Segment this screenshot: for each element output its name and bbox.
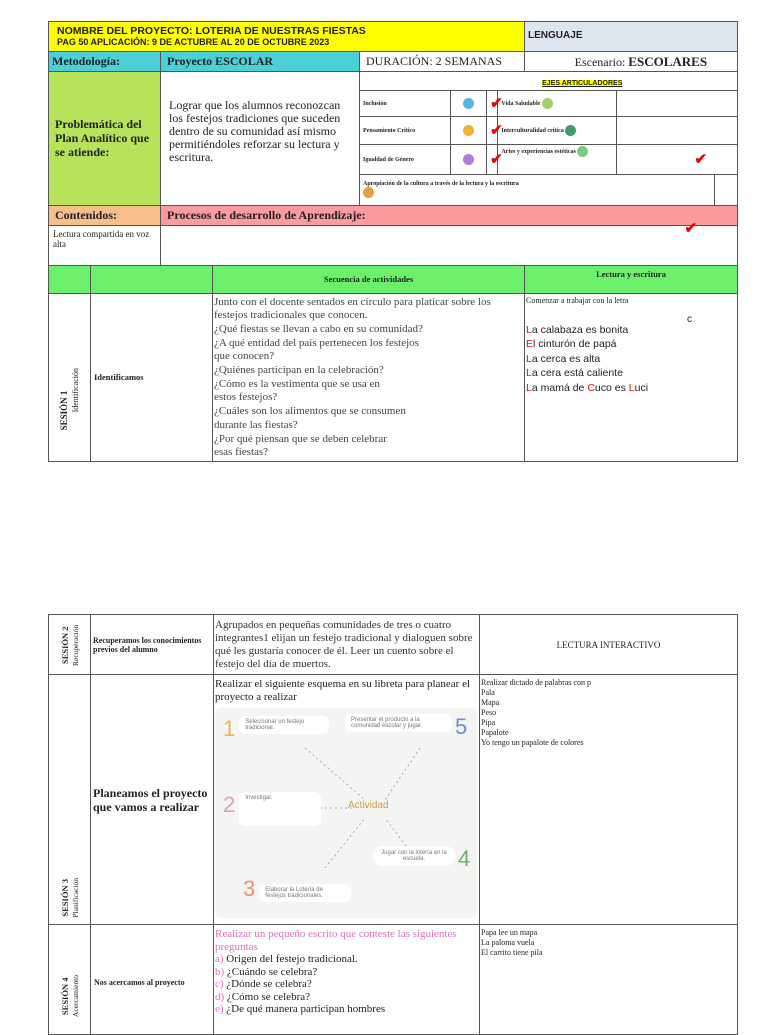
session3-lectura (480, 675, 738, 925)
project-title: NOMBRE DEL PROYECTO: LOTERIA DE NUESTRAS FIESTAS (57, 24, 366, 37)
step-text: Investigar. (239, 792, 321, 826)
check-interculturalidad (616, 117, 737, 145)
session3-activity-cell (214, 675, 480, 925)
activity-line: ¿Cómo es la vestimenta que se usa en estos festejos? (214, 377, 380, 404)
ejes-title: EJES ARTICULADORES (542, 80, 623, 87)
inclusion-icon (463, 98, 474, 109)
eje-igualdad-genero: Igualdad de Género (360, 145, 450, 175)
step-number: 3 (243, 876, 256, 901)
session4-sub: Acercamiento (70, 975, 80, 1018)
step-1 (223, 716, 338, 754)
practice-line: La cera está caliente (526, 367, 623, 379)
session1-activities (213, 293, 525, 461)
session3-label: SESIÓN 3 (59, 879, 70, 917)
lectura-line: Papa lee un mapa (481, 928, 538, 937)
project-title-cell (49, 22, 525, 52)
session4-lectura (480, 925, 738, 1035)
step-3 (243, 858, 363, 902)
session1-label-cell (49, 293, 91, 461)
eje-apropiacion: Apropiación de la cultura a través de la lectura y la escritura (363, 181, 519, 188)
session2-activity: Agrupados en pequeñas comunidades de tres o cuatro integrantes1 elijan un festejo tradicional y dialoguen sobre qué les gustaría conocer de él. Leer un cuento sobre el festejo del día de muertos. (214, 615, 480, 675)
step-number: 2 (223, 792, 236, 817)
contenidos-label: Contenidos: (49, 205, 161, 225)
session1-label: SESIÓN 1 (59, 390, 69, 431)
step-text: Presentar el producto a la comunidad escolar y jugar. (345, 714, 452, 732)
dictado-word: Yo tengo un papalote de colores (481, 738, 584, 747)
procesos-label: Procesos de desarrollo de Aprendizaje: (161, 205, 738, 225)
vida-saludable-icon (542, 98, 553, 109)
duracion: DURACIÓN: 2 SEMANAS (360, 52, 525, 72)
eje-interculturalidad: Interculturalidad crítica (501, 127, 564, 134)
eje-artes: Artes y experiencias estéticas (501, 148, 576, 155)
lectura-header: Lectura y escritura (525, 265, 738, 293)
artes-icon (577, 146, 588, 157)
contenido-text: Lectura compartida en voz alta (49, 225, 161, 265)
escenario-value: ESCOLARES (628, 53, 708, 69)
activity-line: ¿Quiénes participan en la celebración? (214, 364, 384, 377)
activity-line: ¿Qué fiestas se llevan a cabo en su comunidad? (214, 322, 423, 335)
check-inclusion: ✔ (487, 91, 498, 117)
session3-name: Planeamos el proyecto que vamos a realizar (91, 675, 214, 925)
session3-label-cell (49, 675, 91, 925)
secuencia-header: Secuencia de actividades (213, 265, 525, 293)
check-apropiacion: ✔ (684, 220, 698, 237)
lectura-line: El carrito tiene pila (481, 948, 543, 957)
session4-name: Nos acercamos al proyecto (91, 925, 214, 1035)
dictado-word: Pala (481, 688, 495, 697)
practice-line: La calabaza es bonita (526, 323, 629, 336)
pensamiento-critico-icon (463, 125, 474, 136)
step-text: Seleccionar un festejo tradicional. (239, 716, 329, 734)
step-text: Elaborar la Lotería de festejos tradicionales. (259, 884, 351, 902)
problematica-label: Problemática del Plan Analítico que se atiende: (49, 72, 161, 206)
session1-lectura (525, 293, 738, 461)
question: c) ¿Dónde se celebra? (215, 978, 312, 990)
session4-label: SESIÓN 4 (59, 977, 70, 1015)
question: e) ¿De qué manera participan hombres (215, 1003, 386, 1015)
question: a) Origen del festejo tradicional. (215, 953, 358, 965)
step-number: 4 (458, 846, 471, 871)
step-5 (345, 714, 473, 754)
step-number: 1 (223, 716, 236, 741)
session1-name: Identificamos (91, 293, 213, 461)
dictado-title: Realizar dictado de palabras con p (481, 678, 591, 687)
project-diagram (215, 708, 477, 918)
eje-vida-saludable: Vida Saludable (501, 100, 541, 107)
dictado-word: Peso (481, 708, 497, 717)
dictado-word: Mapa (481, 698, 500, 707)
escenario-cell (525, 52, 738, 72)
session4-activity (214, 925, 480, 1035)
application-dates: PAG 50 APLICACIÓN: 9 DE ACTUBRE AL 20 DE OCTUBRE 2023 (57, 36, 330, 47)
planning-table (48, 21, 738, 462)
step-text: Jugar con la lotería en la escuela. (373, 846, 455, 866)
session2-lectura: LECTURA INTERACTIVO (480, 615, 738, 675)
eje-pensamiento-critico: Pensamiento Crítico (360, 117, 450, 145)
escenario-label: Escenario: (574, 54, 626, 69)
ejes-cell (360, 72, 738, 237)
subject: LENGUAJE (528, 30, 583, 41)
session2-name: Recuperamos los conocimientos previos del alumno (91, 615, 214, 675)
session3-activity: Realizar el siguiente esquema en su libreta para planear el proyecto a realizar (215, 678, 471, 703)
sessions-table (48, 614, 738, 1035)
step-2 (223, 792, 333, 832)
activity-line: ¿A qué entidad del país pertenecen los festejos que conocen? (214, 336, 419, 363)
question: d) ¿Cómo se celebra? (215, 990, 310, 1003)
check-artes: ✔ (616, 145, 737, 175)
session3-sub: Planificación (70, 878, 80, 918)
eje-inclusion: Inclusión (360, 91, 450, 117)
apropiacion-icon (363, 187, 374, 198)
step-number: 5 (455, 714, 468, 739)
metodologia-label: Metodología: (49, 52, 161, 72)
check-igualdad-genero: ✔ (487, 145, 498, 175)
session4-label-cell (49, 925, 91, 1035)
letter-c: c (687, 313, 693, 325)
session2-sub: Recuperación (70, 623, 80, 666)
diagram-center: Actividad (348, 800, 389, 811)
session2-label-cell (49, 615, 91, 675)
dictado-word: Pipa (481, 718, 496, 727)
metodologia-value: Proyecto ESCOLAR (161, 52, 360, 72)
interculturalidad-icon (565, 125, 576, 136)
session4-intro: Realizar un pequeño escrito que conteste las siguientes preguntas (215, 928, 457, 953)
lectura-line: La paloma vuela (481, 938, 535, 947)
igualdad-genero-icon (463, 154, 474, 165)
check-pensamiento-critico: ✔ (487, 117, 498, 145)
activity-line: ¿Cuáles son los alimentos que se consumen durante las fiestas? (214, 405, 406, 431)
practice-line: La cerca es alta (526, 352, 601, 365)
ejes-table (360, 72, 737, 205)
activity-line: Junto con el docente sentados en círculo para platicar sobre los festejos tradicionales que conocen. (214, 295, 491, 322)
check-vida-saludable (616, 91, 737, 117)
dictado-word: Papalote (481, 728, 509, 737)
practice-line: La mamá de Cuco es Luci (526, 381, 649, 394)
step-4 (373, 846, 473, 886)
question: b) ¿Cuándo se celebra? (215, 965, 318, 978)
practice-line: El cinturón de papá (526, 338, 617, 350)
session1-sub: Identificación (71, 368, 80, 413)
problematica-text: Lograr que los alumnos reconozcan los festejos tradiciones que suceden dentro de su comunidad así mismo permitiéndoles reforzar su lectura y escritura. (161, 72, 360, 206)
session2-label: SESIÓN 2 (59, 625, 70, 664)
activity-line: ¿Por qué piensan que se deben celebrar esas fiestas? (214, 432, 387, 459)
lectura-intro: Comenzar a trabajar con la letra (526, 295, 629, 305)
subject-cell (525, 22, 738, 52)
